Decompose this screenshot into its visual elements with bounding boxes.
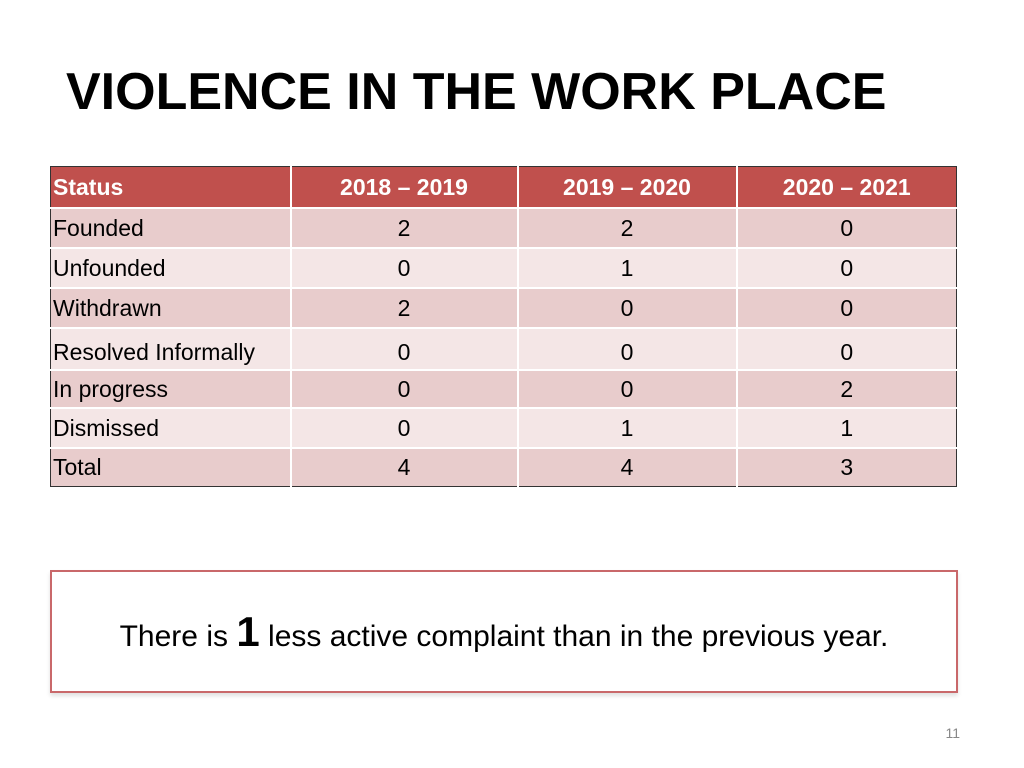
note-suffix: less active complaint than in the previous year. — [268, 619, 889, 653]
header-2020-2021: 2020 – 2021 — [737, 167, 957, 209]
row-label: Unfounded — [51, 248, 291, 288]
cell-value: 2 — [291, 208, 518, 248]
summary-note-text — [120, 608, 889, 656]
cell-value: 2 — [518, 208, 737, 248]
cell-value: 1 — [518, 248, 737, 288]
row-label: Resolved Informally — [51, 328, 291, 370]
row-label: Total — [51, 448, 291, 486]
note-prefix: There is — [119, 619, 228, 653]
slide-title: VIOLENCE IN THE WORK PLACE — [66, 63, 887, 121]
row-label: Withdrawn — [51, 288, 291, 328]
cell-value: 0 — [737, 288, 957, 328]
cell-value: 2 — [291, 288, 518, 328]
header-2018-2019: 2018 – 2019 — [291, 167, 518, 209]
table-row — [51, 248, 957, 288]
cell-value: 0 — [737, 328, 957, 370]
table-header-row — [51, 167, 957, 209]
cell-value: 0 — [291, 248, 518, 288]
cell-value: 2 — [737, 370, 957, 408]
cell-value: 0 — [518, 288, 737, 328]
cell-value: 0 — [737, 248, 957, 288]
cell-value: 4 — [291, 448, 518, 486]
cell-value: 1 — [737, 408, 957, 448]
cell-value: 0 — [291, 370, 518, 408]
cell-value: 0 — [518, 370, 737, 408]
header-status: Status — [51, 167, 291, 209]
cell-value: 3 — [737, 448, 957, 486]
row-label: Founded — [51, 208, 291, 248]
cell-value: 0 — [291, 328, 518, 370]
cell-value: 0 — [518, 328, 737, 370]
table-row — [51, 448, 957, 486]
summary-note-box — [50, 570, 958, 693]
row-label: In progress — [51, 370, 291, 408]
table-row — [51, 328, 957, 370]
slide-number: 11 — [945, 725, 960, 741]
note-number: 1 — [236, 607, 260, 655]
header-2019-2020: 2019 – 2020 — [518, 167, 737, 209]
complaints-table — [50, 166, 957, 487]
table-row — [51, 288, 957, 328]
cell-value: 4 — [518, 448, 737, 486]
cell-value: 0 — [737, 208, 957, 248]
table-row — [51, 408, 957, 448]
cell-value: 1 — [518, 408, 737, 448]
table-row — [51, 208, 957, 248]
cell-value: 0 — [291, 408, 518, 448]
row-label: Dismissed — [51, 408, 291, 448]
table-row — [51, 370, 957, 408]
